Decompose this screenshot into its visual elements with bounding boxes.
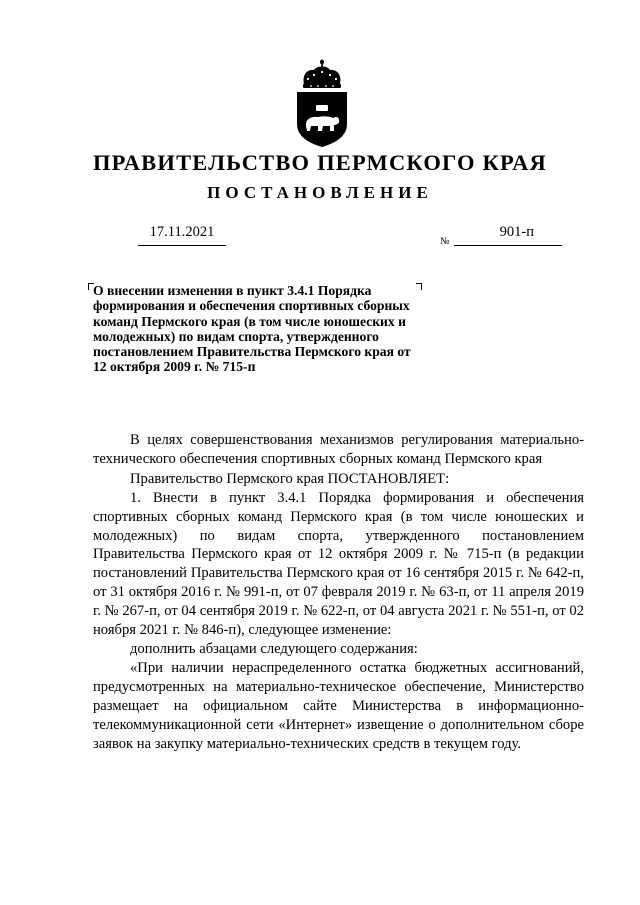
number-field xyxy=(440,224,562,246)
date-field xyxy=(138,224,226,246)
document-type: ПОСТАНОВЛЕНИЕ xyxy=(207,183,433,202)
body-paragraph-4: дополнить абзацами следующего содержания: xyxy=(130,640,418,657)
number-underline xyxy=(454,245,562,246)
number-sign: № xyxy=(440,236,450,247)
date-value: 17.11.2021 xyxy=(149,224,215,240)
date-underline xyxy=(138,245,226,246)
body-paragraph-2: Правительство Пермского края ПОСТАНОВЛЯЕТ: xyxy=(130,470,450,487)
body-paragraph-3: 1. Внести в пункт 3.4.1 Порядка формирования и обеспечения спортивных сборных команд Пермского края (в том числе юношеских и молодежных) по видам спорта, утвержденного постановлением Правительства Пермского края от 12 октября 2009 г. № 715-п (в редакции постановлений Правительства Пермского края от 16 сентября 2015 г. № 642-п, от 31 октября 2016 г. № 991-п, от 07 февраля 2019 г. № 63-п, от 11 апреля 2019 г. № 267-п, от 04 сентября 2019 г. № 622-п, от 04 августа 2021 г. № 551-п, от 02 ноября 2021 г. № 846-п), следующее изменение: xyxy=(93,489,584,639)
perm-krai-crest-icon xyxy=(294,58,350,148)
body-paragraph-1: В целях совершенствования механизмов регулирования материально-технического обеспечения спортивных сборных команд Пермского края xyxy=(93,432,584,467)
document-subject: О внесении изменения в пункт 3.4.1 Порядка формирования и обеспечения спортивных сборных команд Пермского края (в том числе юношеских и молодежных) по видам спорта, утвержденного постановлением Правительства Пермского края от 12 октября 2009 г. № 715-п xyxy=(93,283,411,375)
document-body xyxy=(93,431,584,753)
government-title: ПРАВИТЕЛЬСТВО ПЕРМСКОГО КРАЯ xyxy=(92,150,548,175)
body-paragraph-5: «При наличии нераспределенного остатка бюджетных ассигнований, предусмотренных на материально-техническое обеспечение, Министерство размещает на официальном сайте Министерства в информационно-телекоммуникационной сети «Интернет» извещение о дополнительном сборе заявок на закупку материально-технических средств в текущем году. xyxy=(93,659,584,752)
number-value: 901-п xyxy=(499,224,534,240)
